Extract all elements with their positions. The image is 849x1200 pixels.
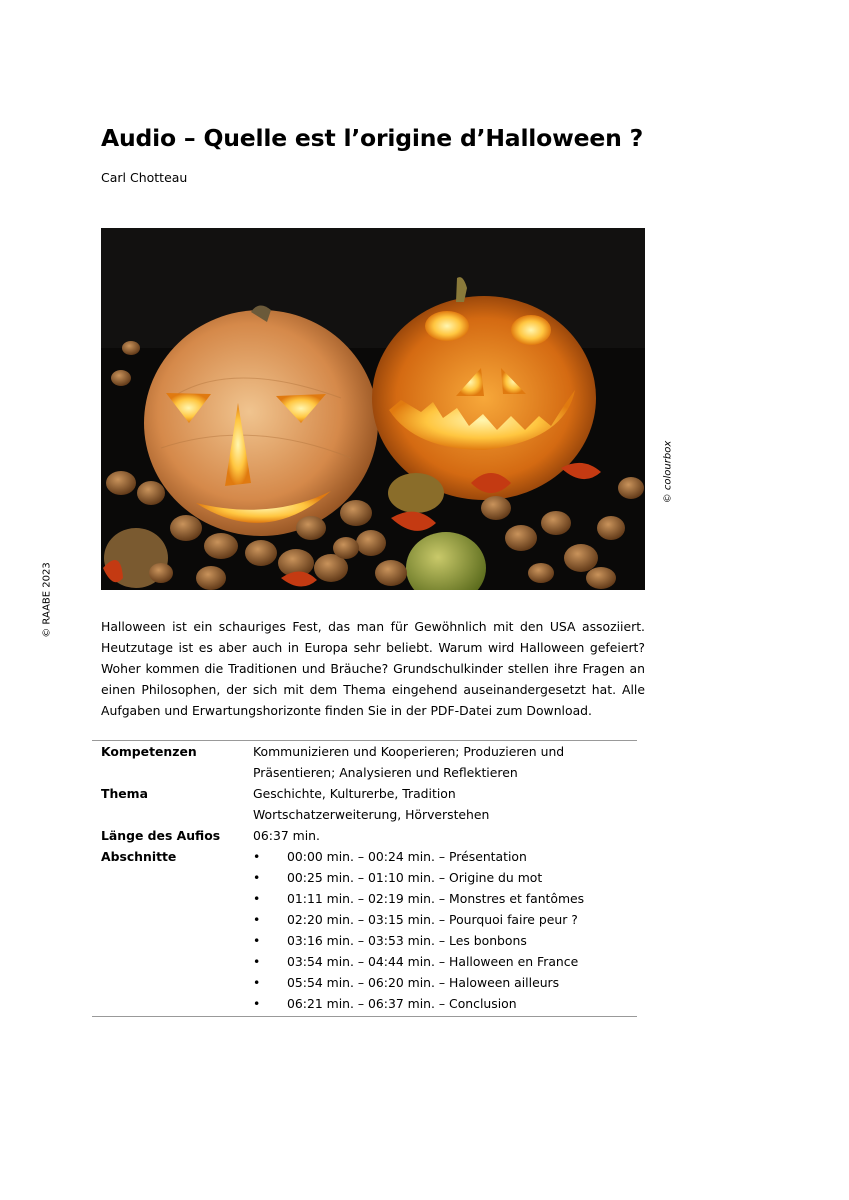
- info-label: Thema: [101, 786, 148, 801]
- section-item: • 01:11 min. – 02:19 min. – Monstres et fantômes: [253, 888, 637, 909]
- section-item: • 02:20 min. – 03:15 min. – Pourquoi faire peur ?: [253, 909, 637, 930]
- info-row-thema: [92, 783, 637, 825]
- section-item: • 00:00 min. – 00:24 min. – Présentation: [253, 846, 637, 867]
- info-row-laenge: [92, 825, 637, 846]
- section-item: • 03:16 min. – 03:53 min. – Les bonbons: [253, 930, 637, 951]
- section-list: [253, 846, 637, 1014]
- section-item: • 05:54 min. – 06:20 min. – Haloween ailleurs: [253, 972, 637, 993]
- info-row-kompetenzen: [92, 741, 637, 783]
- section-item: • 06:21 min. – 06:37 min. – Conclusion: [253, 993, 637, 1014]
- author-name: Carl Chotteau: [101, 170, 188, 185]
- info-value: [253, 846, 637, 1014]
- info-value-line: Präsentieren; Analysieren und Reflektieren: [253, 765, 518, 780]
- info-table: [92, 740, 637, 1017]
- info-value: [253, 783, 637, 825]
- image-credit: © colourbox: [662, 440, 674, 504]
- intro-paragraph: Halloween ist ein schauriges Fest, das man für Gewöhnlich mit den USA assoziiert. Heutzutage ist es aber auch in Europa sehr beliebt. Warum wird Halloween gefeiert? Woher kommen die Traditionen und Bräuche? Grundschulkinder stellen ihre Fragen an einen Philosophen, der sich mit dem Thema eingehend auseinandergesetzt hat. Alle Aufgaben und Erwartungshorizonte finden Sie in der PDF-Datei zum Download.: [101, 619, 645, 718]
- info-value-line: Kommunizieren und Kooperieren; Produzieren und: [253, 744, 565, 759]
- info-value: [253, 741, 637, 783]
- copyright-side-mark: © RAABE 2023: [41, 562, 53, 638]
- info-value-line: Wortschatzerweiterung, Hörverstehen: [253, 807, 490, 822]
- info-row-abschnitte: [92, 846, 637, 1014]
- info-label: Kompetenzen: [101, 744, 197, 759]
- section-item: • 00:25 min. – 01:10 min. – Origine du mot: [253, 867, 637, 888]
- page-title: Audio – Quelle est l’origine d’Halloween ?: [101, 124, 644, 152]
- info-label: Länge des Aufios: [101, 828, 221, 843]
- info-label: Abschnitte: [101, 849, 177, 864]
- pumpkin-photo: [101, 228, 645, 590]
- info-value-line: Geschichte, Kulturerbe, Tradition: [253, 786, 456, 801]
- info-value: 06:37 min.: [253, 828, 320, 843]
- section-item: • 03:54 min. – 04:44 min. – Halloween en France: [253, 951, 637, 972]
